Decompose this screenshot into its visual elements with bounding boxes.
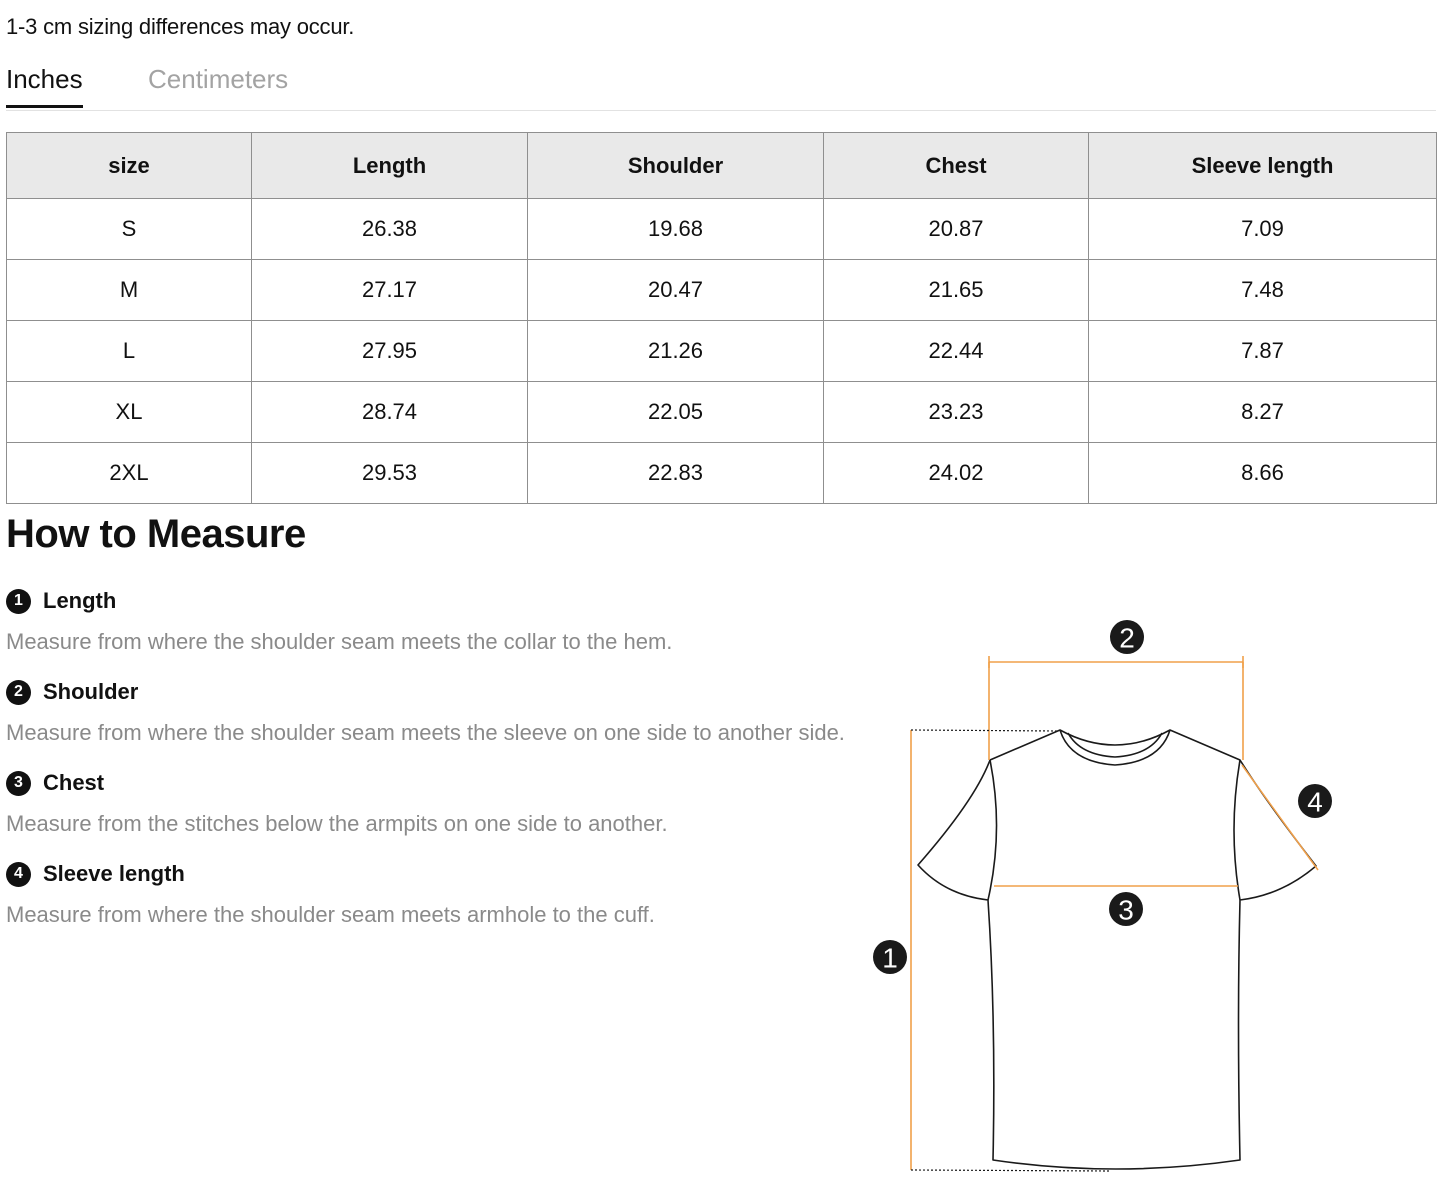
cell-sleeve-length: 7.48	[1089, 260, 1437, 321]
cell-chest: 22.44	[824, 321, 1089, 382]
tshirt-body-outline	[918, 730, 1316, 1169]
svg-text:2: 2	[1119, 622, 1135, 654]
cell-shoulder: 22.05	[528, 382, 824, 443]
cell-sleeve-length: 7.87	[1089, 321, 1437, 382]
step-number-badge: 1	[6, 589, 31, 614]
marker-1	[873, 940, 907, 974]
svg-text:1: 1	[882, 942, 898, 974]
step-title: Length	[43, 588, 117, 613]
table-row	[7, 321, 1437, 382]
tab-centimeters[interactable]: Centimeters	[148, 64, 289, 94]
sizing-notice: 1-3 cm sizing differences may occur.	[6, 14, 355, 39]
tshirt-diagram-icon	[860, 610, 1340, 1180]
table-row	[7, 260, 1437, 321]
step-title: Shoulder	[43, 679, 139, 704]
cell-chest: 23.23	[824, 382, 1089, 443]
cell-length: 29.53	[252, 443, 528, 504]
measure-step-shoulder	[6, 676, 886, 746]
step-description: Measure from where the shoulder seam meets armhole to the cuff.	[6, 902, 655, 927]
cell-chest: 21.65	[824, 260, 1089, 321]
step-description: Measure from the stitches below the armpits on one side to another.	[6, 811, 668, 836]
tab-inches[interactable]: Inches	[6, 64, 83, 108]
cell-shoulder: 19.68	[528, 199, 824, 260]
table-row	[7, 199, 1437, 260]
cell-length: 26.38	[252, 199, 528, 260]
cell-size: 2XL	[7, 443, 252, 504]
step-number-badge: 3	[6, 771, 31, 796]
cell-sleeve-length: 7.09	[1089, 199, 1437, 260]
step-title: Chest	[43, 770, 105, 795]
svg-text:3: 3	[1118, 894, 1134, 926]
step-number-badge: 4	[6, 862, 31, 887]
measure-step-length	[6, 585, 886, 655]
step-description: Measure from where the shoulder seam meets the sleeve on one side to another side.	[6, 720, 845, 745]
unit-tabs	[6, 60, 1436, 111]
cell-sleeve-length: 8.27	[1089, 382, 1437, 443]
header-sleeve-length: Sleeve length	[1089, 133, 1437, 199]
measure-step-sleeve-length	[6, 858, 886, 928]
cell-length: 27.95	[252, 321, 528, 382]
svg-text:4: 4	[1307, 786, 1323, 818]
cell-length: 27.17	[252, 260, 528, 321]
cell-shoulder: 21.26	[528, 321, 824, 382]
step-description: Measure from where the shoulder seam meets the collar to the hem.	[6, 629, 673, 654]
marker-3	[1109, 892, 1143, 926]
cell-chest: 20.87	[824, 199, 1089, 260]
cell-size: XL	[7, 382, 252, 443]
cell-size: L	[7, 321, 252, 382]
header-length: Length	[252, 133, 528, 199]
cell-shoulder: 20.47	[528, 260, 824, 321]
cell-size: M	[7, 260, 252, 321]
header-chest: Chest	[824, 133, 1089, 199]
cell-length: 28.74	[252, 382, 528, 443]
table-row	[7, 382, 1437, 443]
cell-shoulder: 22.83	[528, 443, 824, 504]
header-size: size	[7, 133, 252, 199]
marker-2	[1110, 620, 1144, 654]
tshirt-collar	[1060, 730, 1170, 765]
cell-chest: 24.02	[824, 443, 1089, 504]
header-shoulder: Shoulder	[528, 133, 824, 199]
step-title: Sleeve length	[43, 861, 185, 886]
step-number-badge: 2	[6, 680, 31, 705]
table-row	[7, 443, 1437, 504]
cell-size: S	[7, 199, 252, 260]
cell-sleeve-length: 8.66	[1089, 443, 1437, 504]
measure-step-chest	[6, 767, 886, 837]
table-header-row	[7, 133, 1437, 199]
how-to-measure-title: How to Measure	[6, 512, 306, 556]
marker-4	[1298, 784, 1332, 818]
size-chart-table	[6, 132, 1437, 504]
